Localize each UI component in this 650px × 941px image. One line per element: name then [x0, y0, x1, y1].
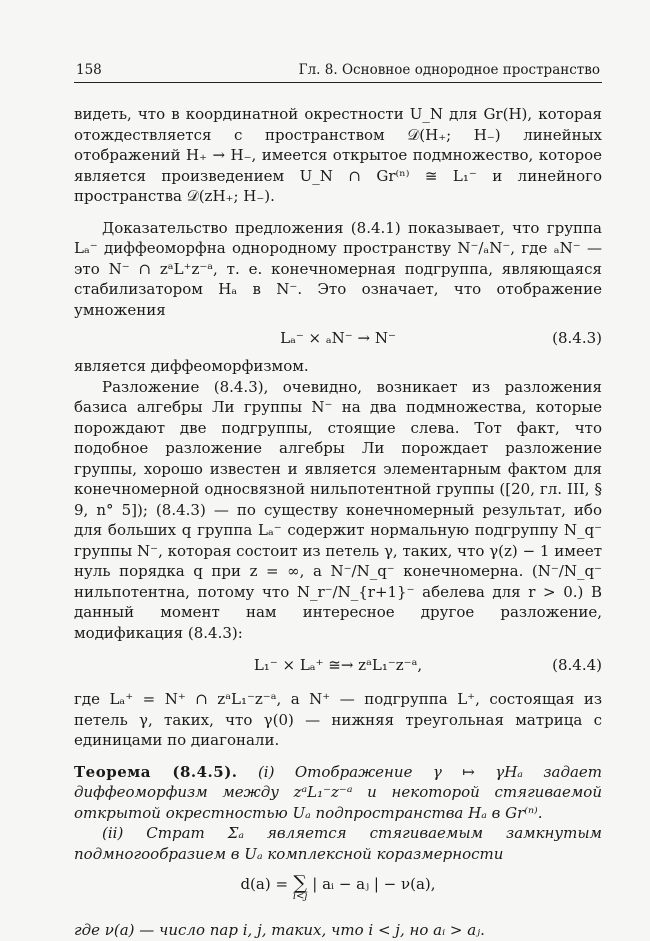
paragraph-3: является диффеоморфизмом.	[74, 357, 309, 375]
equation-8-4-3-number: (8.4.3)	[552, 329, 602, 347]
equation-8-4-4-number: (8.4.4)	[552, 656, 602, 674]
equation-codimension	[74, 872, 602, 910]
paragraph-5: где Lₐ⁺ = N⁺ ∩ zᵃL₁⁻z⁻ᵃ, а N⁺ — подгруппа L⁺, состоящая из петель γ, таких, что γ(0) — нижняя треугольная матрица с единицами по диагонали.	[74, 690, 602, 749]
page-header	[74, 62, 602, 83]
equation-8-4-4-expr: L₁⁻ × Lₐ⁺ ≅→ zᵃL₁⁻z⁻ᵃ,	[253, 656, 423, 674]
running-title: Гл. 8. Основное однородное пространство	[298, 62, 600, 78]
equation-8-4-4	[74, 653, 602, 677]
equation-8-4-3-expr: Lₐ⁻ × ₐN⁻ → N⁻	[280, 329, 396, 347]
paragraph-4: Разложение (8.4.3), очевидно, возникает из разложения базиса алгебры Ли группы N⁻ на два подмножества, которые порождают две подгруппы, стоящие слева. Тот факт, что подобное разложение алгебры Ли порождает разложение группы, хорошо известен и является элементарным фактом для конечномерной односвязной нильпотентной группы ([20, гл. III, § 9, n° 5]); (8.4.3) — по существу конечномерный результат, ибо для больших q группа Lₐ⁻ содержит нормальную подгруппу N_q⁻ группы N⁻, которая состоит из петель γ, таких, что γ(z) − 1 имеет нуль порядка q при z = ∞, а N⁻/N_q⁻ конечномерна. (N⁻/N_q⁻ нильпотентна, потому что N_r⁻/N_{r+1}⁻ абелева для r > 0.) В данный момент нам интересное другое разложение, модификация (8.4.3):	[74, 377, 602, 642]
formula-rhs: | aᵢ − aⱼ | − ν(a),	[312, 875, 436, 893]
page-number: 158	[76, 62, 102, 78]
theorem-statement-i: (i) Отображение γ ↦ γHₐ задает диффеоморфизм между zᵃL₁⁻z⁻ᵃ и некоторой стягиваемой открытой окрестностью Uₐ подпространства Hₐ в Gr⁽ⁿ⁾.	[74, 762, 602, 822]
theorem-part-ii: (ii) Страт Σₐ является стягиваемым замкнутым подмногообразием в Uₐ комплексной коразмерности	[74, 824, 602, 863]
book-page	[74, 62, 602, 941]
equation-8-4-3	[74, 326, 602, 350]
codimension-formula	[240, 872, 435, 902]
formula-lhs: d(a) =	[240, 875, 289, 893]
sum-subscript: i<j	[292, 891, 308, 902]
sum-sigma: ∑	[293, 872, 307, 894]
sum-operator	[293, 874, 308, 902]
paragraph-2: Доказательство предложения (8.4.1) показывает, что группа Lₐ⁻ диффеоморфна однородному пространству N⁻/ₐN⁻, где ₐN⁻ — это N⁻ ∩ zᵃL⁺z⁻ᵃ, т. е. конечномерная подгруппа, являющаяся стабилизатором Hₐ в N⁻. Это означает, что отображение умножения	[74, 218, 602, 319]
paragraph-1: видеть, что в координатной окрестности U_N для Gr(H), которая отождествляется с пространством 𝒟(H₊; H₋) линейных отображений H₊ → H₋, имеется открытое подмножество, которое является произведением U_N ∩ Gr⁽ⁿ⁾ ≅ L₁⁻ и линейного пространства 𝒟(zH₊; H₋).	[74, 105, 602, 205]
theorem-part-i	[74, 762, 602, 824]
theorem-label: Теорема (8.4.5).	[74, 762, 238, 781]
paragraph-6: где ν(a) — число пар i, j, таких, что i < j, но aᵢ > aⱼ.	[74, 921, 485, 939]
page-body	[74, 104, 602, 941]
